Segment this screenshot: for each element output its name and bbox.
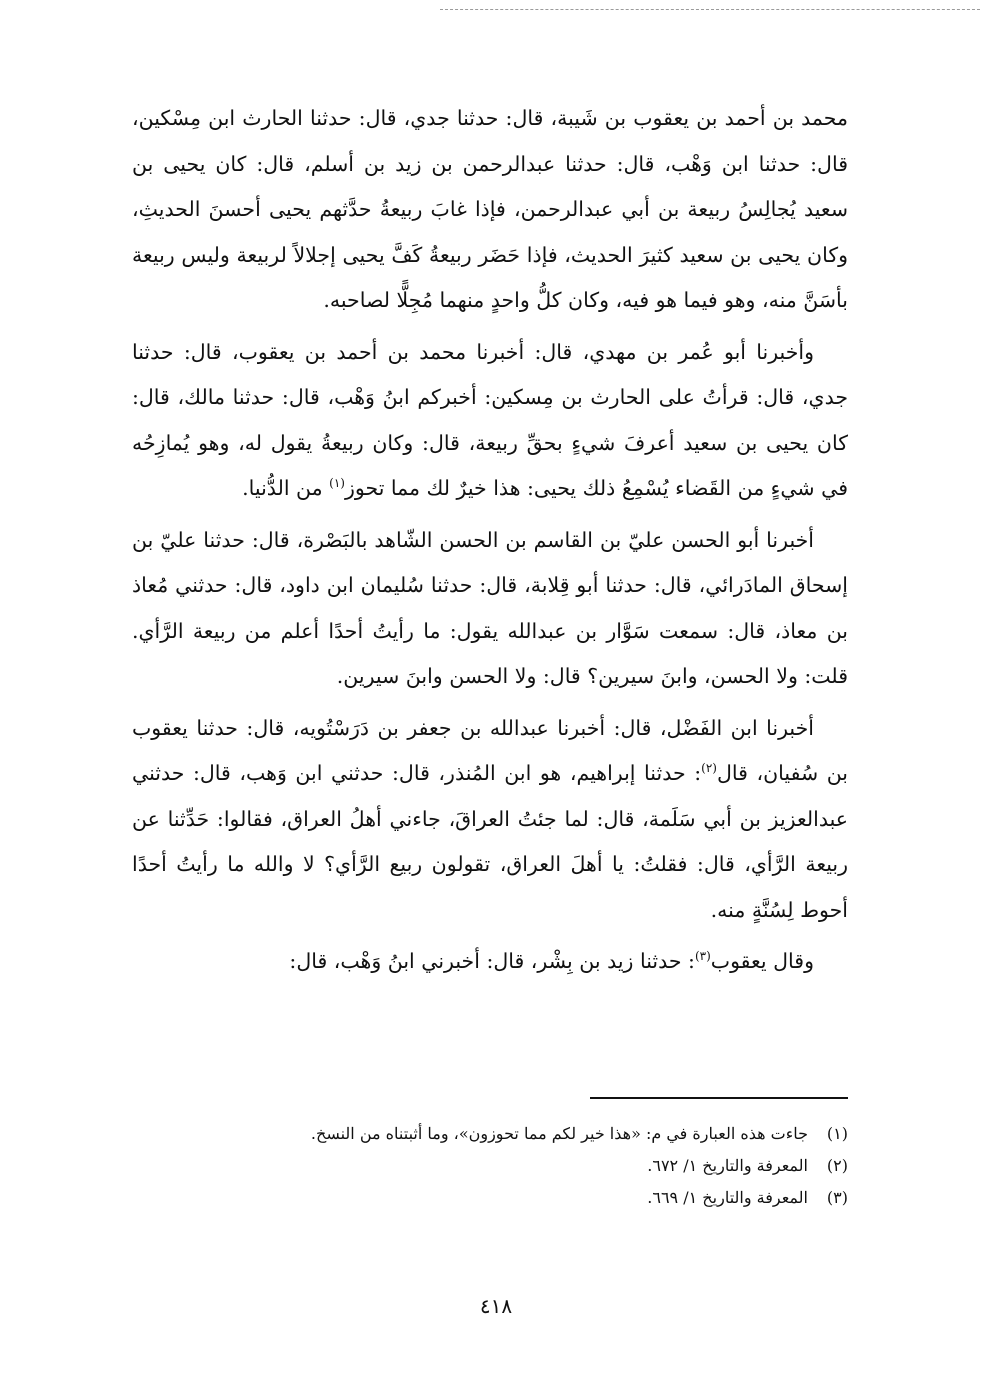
text-line: وكان كلُّ واحدٍ منهما مُجِلًّا لصاحبه. — [323, 288, 610, 312]
page-number: ٤١٨ — [479, 1294, 513, 1318]
text-line: محمد بن أحمد بن يعقوب بن شَيبة، قال: حدثنا جدي، قال: حدثنا الحارث — [235, 106, 848, 130]
footnote-3 — [132, 1182, 848, 1214]
footnote-text: المعرفة والتاريخ ١/ ٦٦٩. — [647, 1188, 808, 1207]
text-line: ابن مِسْكين، قال: حدثنا ابن وَهْب، قال: حدثنا عبدالرحمن بن زيد بن — [132, 106, 848, 176]
text-line: أخبرنا أبو الحسن عليّ بن القاسم بن الحسن الشّاهد بالبَصْرة، قال: — [244, 527, 814, 552]
text-line: أسلم، قال: كان يحيى بن سعيد يُجالِسُ ربيعة بن أبي عبدالرحمن، فإذا غابَ — [132, 151, 848, 221]
footnote-number: (١) — [826, 1124, 848, 1143]
footnote-text: المعرفة والتاريخ ١/ ٦٧٢. — [647, 1156, 808, 1175]
text-line: خيرٌ لك مما تحوز$^{(١)}$ من الدُّنيا. — [242, 476, 487, 500]
text-line: قال: حدثنا جدي، قال: قرأتُ على الحارث بن مِسكين: أخبركم ابنُ وَهْب، — [132, 339, 849, 409]
paragraph-5 — [132, 939, 848, 985]
footnotes — [132, 1118, 848, 1214]
text-line: أخبرنا ابن الفَضْل، قال: أخبرنا عبدالله بن جعفر بن دَرَسْتُويه، قال: — [237, 715, 814, 740]
footnote-number: (٢) — [826, 1156, 848, 1175]
top-header-rule — [440, 9, 980, 10]
text-line: الحسن وابنَ سيرين. — [336, 664, 509, 688]
text-line: ابن داود، قال: حدثني مُعاذ بن معاذ، قال: سمعت سَوَّار بن عبدالله يقول: ما — [132, 573, 849, 643]
footnote-2 — [132, 1150, 848, 1182]
paragraph-2 — [132, 330, 848, 512]
text-line: حدثنا يعقوب بن سُفيان، قال$^{(٢)}$: حدثنا إبراهيم، هو ابن المُنذر، قال: — [132, 715, 849, 785]
text-line: وكان ربيعةُ يقول له، وهو يُمازِحُه في شيءٍ من القَضاء يُسْمِعُ ذلك يحيى: هذا — [132, 430, 848, 500]
text-line: ربيعةُ حدَّثهم يحيى أحسنَ الحديثِ، وكان يحيى بن سعيد كثيرَ الحديث، فإذا — [132, 197, 848, 267]
footnote-reference: (١) — [329, 476, 345, 491]
footnote-number: (٣) — [826, 1188, 848, 1207]
paragraph-4 — [132, 706, 848, 934]
footnote-separator — [590, 1097, 848, 1099]
text-line: حَضَر ربيعةُ كَفَّ يحيى إجلالاً لربيعة وليس ربيعة بأسَنَّ منه، وهو فيما هو فيه، — [132, 242, 848, 312]
text-line: رأيتُ أحدًا أعلم من ربيعة الرَّأي. قلت: ولا الحسن، وابنَ سيرين؟ قال: ولا — [132, 618, 848, 688]
text-line: العراقَ، جاءني أهلُ العراق، فقالوا: حَدِّثنا عن ربيعة الرَّأي، قال: فقلتُ: — [132, 806, 849, 876]
paragraph-3 — [132, 518, 848, 700]
footnote-1 — [132, 1118, 848, 1150]
main-text-block — [132, 96, 848, 985]
text-line: حدثني ابن وَهب، قال: حدثني عبدالعزيز بن أبي سَلَمة، قال: لما جئتُ — [132, 761, 848, 831]
text-line: وأخبرنا أبو عُمر بن مهدي، قال: أخبرنا محمد بن أحمد بن يعقوب، — [221, 339, 815, 364]
paragraph-1 — [132, 96, 848, 324]
footnote-reference: (٣) — [694, 949, 711, 964]
footnote-text: جاءت هذه العبارة في م: «هذا خير لكم مما تحوزون»، وما أثبتناه من النسخ. — [310, 1124, 808, 1143]
footnote-reference: (٢) — [701, 761, 717, 776]
text-line: يا أهلَ العراق، تقولون ربيع الرَّأي؟ لا والله ما رأيتُ أحدًا أحوط لِسُنَّةٍ منه. — [132, 852, 848, 922]
text-line: حدثنا عليّ بن إسحاق المادَرائي، قال: حدثنا أبو قِلابة، قال: حدثنا سُليمان — [132, 527, 848, 597]
text-line: وقال يعقوب$^{(٣)}$: حدثنا زيد بن بِشْر، قال: أخبرني ابنُ وَهْب، قال: — [289, 949, 814, 973]
text-line: قال: حدثنا مالك، قال: كان يحيى بن سعيد أعرفَ شيءٍ بحقِّ ربيعة، قال: — [132, 385, 848, 455]
